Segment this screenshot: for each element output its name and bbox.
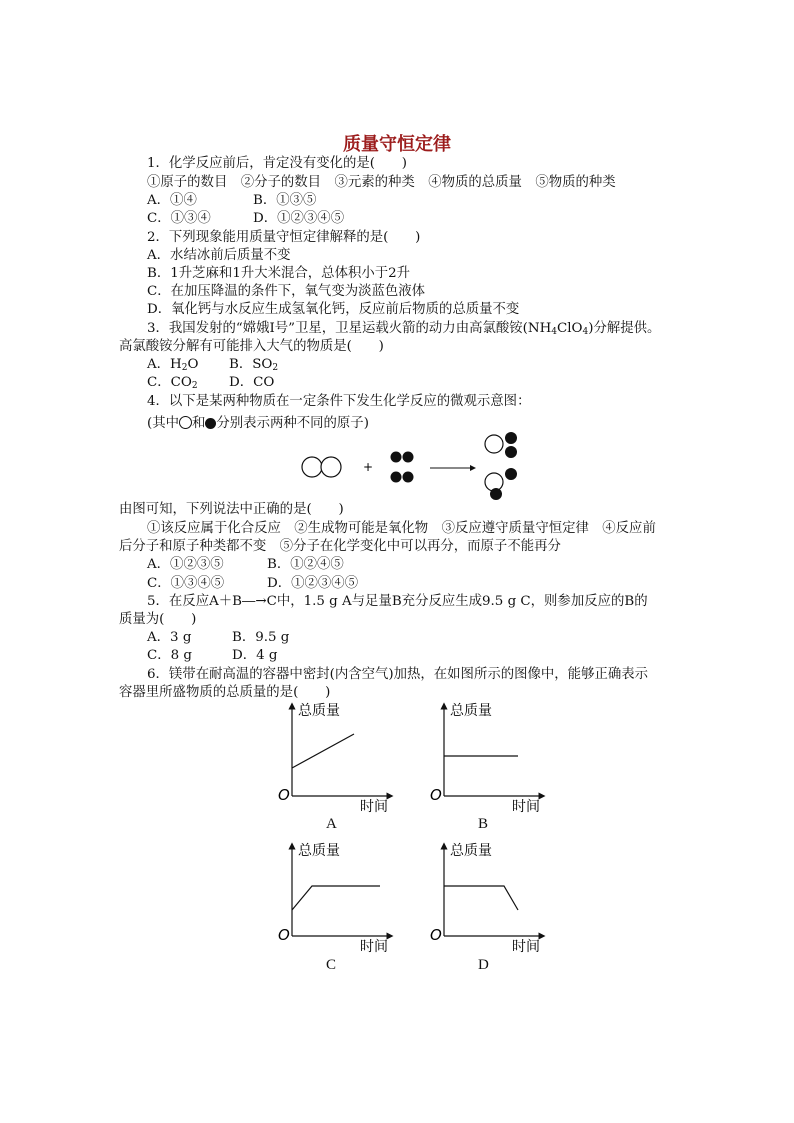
graph-a-ylabel: 总质量	[298, 703, 340, 719]
graph-a-line	[292, 734, 354, 768]
q5-stem-line2: 质量为( )	[119, 612, 197, 627]
graph-d-xlabel: 时间	[512, 939, 540, 955]
q1-option-a: A．①④	[147, 193, 197, 208]
graph-a-label: A	[326, 816, 337, 832]
page-title: 质量守恒定律	[343, 134, 451, 155]
q4-items-line2: 后分子和原子种类都不变 ⑤分子在化学变化中可以再分，而原子不能再分	[119, 539, 561, 554]
q4-stem: 4．以下是某两种物质在一定条件下发生化学反应的微观示意图：	[147, 394, 531, 409]
q4-items-line1: ①该反应属于化合反应 ②生成物可能是氧化物 ③反应遵守质量守恒定律 ④反应前	[147, 521, 656, 536]
q2-option-c: C．在加压降温的条件下，氧气变为淡蓝色液体	[147, 284, 426, 299]
graph-d-label: D	[478, 957, 489, 973]
graph-d-ylabel: 总质量	[450, 843, 492, 859]
q2-option-b: B．1升芝麻和1升大米混合，总体积小于2升	[147, 266, 411, 281]
q1-option-d: D．①②③④⑤	[253, 211, 345, 226]
q4-option-a: A．①②③⑤	[147, 557, 224, 572]
graph-b-origin: O	[430, 786, 442, 804]
q4-option-b: B．①②④⑤	[267, 557, 344, 572]
q4-option-c: C．①③④⑤	[147, 576, 225, 591]
q2-stem: 2．下列现象能用质量守恒定律解释的是( )	[147, 230, 421, 245]
reactant-black-molecules	[391, 452, 414, 483]
q3-option-c: C．$CO_2$	[147, 375, 198, 391]
q5-option-b: B．9.5 g	[232, 630, 290, 645]
graph-d-line	[444, 886, 518, 910]
q5-option-a: A．3 g	[147, 630, 192, 645]
q4-after: 由图可知，下列说法中正确的是( )	[119, 502, 344, 517]
graph-c-xlabel: 时间	[360, 939, 388, 955]
q1-stem: 1．化学反应前后，肯定没有变化的是( )	[147, 156, 407, 171]
graph-c-label: C	[326, 957, 337, 973]
white-atom-icon	[179, 416, 192, 429]
q6-stem-line1: 6．镁带在耐高温的容器中密封(内含空气)加热，在如图所示的图像中，能够正确表示	[147, 667, 649, 682]
q5-option-d: D．4 g	[232, 648, 278, 663]
q3-option-a: A．$H_2O$	[147, 357, 199, 373]
q3-option-d: D．CO	[229, 375, 275, 390]
graph-b	[424, 700, 564, 816]
black-atom-icon	[205, 418, 216, 429]
q5-option-c: C．8 g	[147, 648, 192, 663]
reaction-arrow	[430, 465, 476, 471]
graph-b-xlabel: 时间	[512, 799, 540, 815]
q4-legend: (其中 和 分别表示两种不同的原子)	[147, 416, 369, 431]
graph-d-origin: O	[430, 926, 442, 944]
q3-stem-line1: 3．我国发射的“嫦娥Ⅰ号”卫星，卫星运载火箭的动力由高氯酸铵$(NH_4ClO_4)$分解提供。	[147, 321, 661, 337]
q6-stem-line2: 容器里所盛物质的总质量的是( )	[119, 685, 331, 700]
graph-a	[272, 700, 412, 816]
q3-option-b: B．$SO_2$	[229, 357, 279, 373]
plus-sign: +	[363, 460, 374, 474]
q1-option-c: C．①③④	[147, 211, 211, 226]
graph-b-ylabel: 总质量	[450, 703, 492, 719]
graph-a-origin: O	[278, 786, 290, 804]
q1-items: ①原子的数目 ②分子的数目 ③元素的种类 ④物质的总质量 ⑤物质的种类	[147, 175, 616, 190]
graph-c-origin: O	[278, 926, 290, 944]
q2-option-a: A．水结冰前后质量不变	[147, 248, 291, 263]
product-molecule-1	[485, 432, 517, 458]
graph-c-ylabel: 总质量	[298, 843, 340, 859]
graph-c	[272, 840, 412, 956]
q5-stem-line1: 5．在反应A＋B―→C中，1.5 g A与足量B充分反应生成9.5 g C，则参加反应的B的	[147, 594, 648, 609]
product-molecule-2	[485, 468, 517, 500]
graph-b-label: B	[478, 816, 489, 832]
graph-d	[424, 840, 564, 956]
q2-option-d: D．氧化钙与水反应生成氢氧化钙，反应前后物质的总质量不变	[147, 302, 520, 317]
graph-a-xlabel: 时间	[360, 799, 388, 815]
graph-c-line	[292, 886, 380, 910]
reaction-diagram	[290, 426, 540, 506]
q4-option-d: D．①②③④⑤	[267, 576, 359, 591]
q3-stem-line2: 高氯酸铵分解有可能排入大气的物质是( )	[119, 339, 384, 354]
reactant-white-molecule	[302, 457, 341, 477]
q1-option-b: B．①③⑤	[253, 193, 317, 208]
